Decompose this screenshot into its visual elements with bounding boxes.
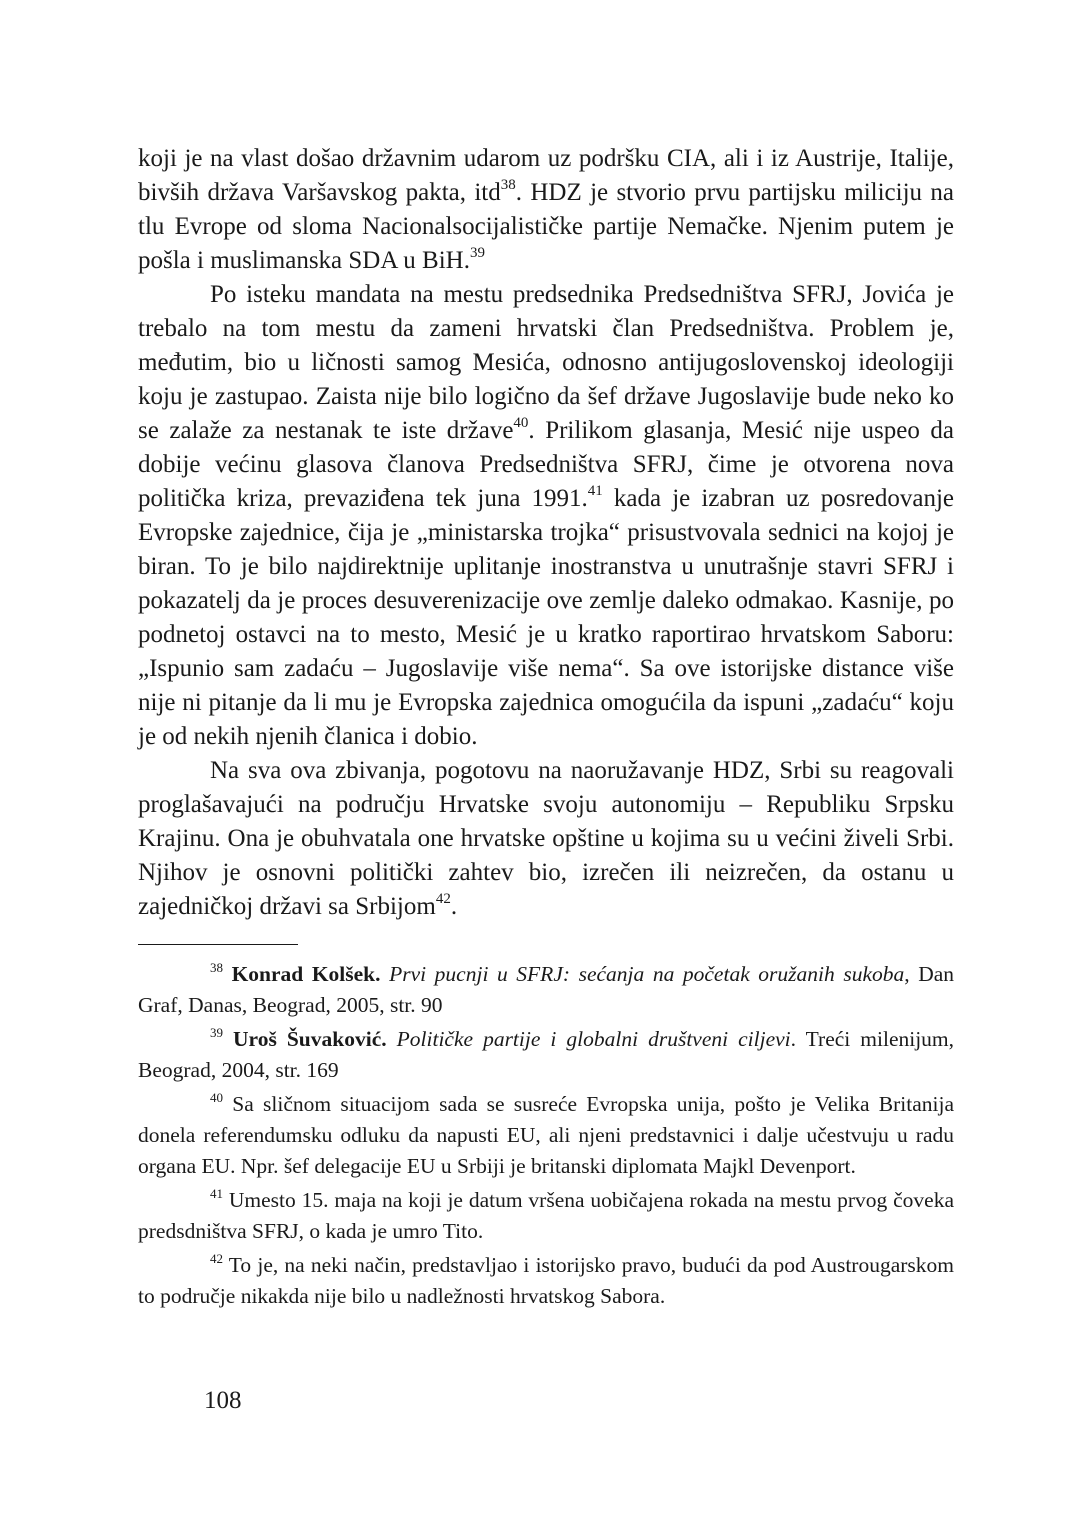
footnote-separator <box>138 944 298 945</box>
footnote-reference: 39 <box>210 1024 223 1040</box>
footnote-reference: 38 <box>500 176 516 193</box>
footnote-40 <box>138 1089 954 1182</box>
text-run: koji je na vlast došao državnim udarom uz podršku CIA, ali i iz Austrije, Italije, bivših država Varšavskog pakta, itd <box>138 145 954 206</box>
text-run <box>381 962 390 986</box>
text-run: . Treći milenijum, Beograd, 2004, str. 169 <box>138 1027 955 1082</box>
text-run: Na sva ova zbivanja, pogotovu na naoružavanje HDZ, Srbi su reagovali proglašavajući na području Hrvatske svoju autonomiju – Republiku Srpsku Krajinu. Ona je obuhvatala one hrvatske opštine u kojima su u većini živeli Srbi. Njihov je osnovni politički zahtev bio, izrečen ili neizrečen, da ostanu u zajedničkoj državi sa Srbijom <box>138 757 954 920</box>
footnote-reference: 41 <box>210 1185 223 1201</box>
footnote-38 <box>138 959 954 1021</box>
footnote-reference: 40 <box>210 1089 223 1105</box>
footnote-reference: 40 <box>513 414 529 431</box>
page-content <box>138 142 954 1315</box>
footnote-42 <box>138 1250 954 1312</box>
footnote-41 <box>138 1185 954 1247</box>
author-name: Uroš Šuvaković. <box>233 1027 387 1051</box>
footnote-reference: 41 <box>587 482 603 499</box>
work-title: Prvi pucnji u SFRJ: sećanja na početak oružanih sukoba <box>389 962 905 986</box>
text-run <box>223 962 232 986</box>
page-number: 108 <box>204 1387 242 1414</box>
text-run: , Dan Graf, Danas, Beograd, 2005, str. 90 <box>138 962 955 1017</box>
work-title: Političke partije i globalni društveni ciljevi <box>396 1027 791 1051</box>
text-run <box>387 1027 397 1051</box>
text-run: Sa sličnom situacijom sada se susreće Evropska unija, pošto je Velika Britanija donela referendumsku odluku da napusti EU, ali njeni predstavnici i dalje učestvuju u radu organa EU. Npr. šef delegacije EU u Srbiji je britanski diplomata Majkl Devenport. <box>138 1092 954 1178</box>
text-run: . Prilikom glasanja, Mesić nije uspeo da dobije većinu glasova članova Predsedništva SFRJ, čime je otvorena nova politička kriza, prevaziđena tek juna 1991. <box>138 417 954 512</box>
text-run: kada je izabran uz posredovanje Evropske zajednice, čija je „ministarska trojka“ prisustvovala sednici na kojoj je biran. To je bilo najdirektnije uplitanje inostranstva u unutrašnje stavri SFRJ i pokazatelj da je proces desuverenizacije ove zemlje daleko odmakao. Kasnije, po podnetoj ostavci na to mesto, Mesić je u kratko raportirao hrvatskom Saboru: „Ispunio sam zadaću – Jugoslavije više nema“. Sa ove istorijske distance više nije ni pitanje da li mu je Evropska zajednica omogućila da ispuni „zadaću“ koju je od nekih njenih članica i dobio. <box>138 485 954 750</box>
text-run: Po isteku mandata na mestu predsednika Predsedništva SFRJ, Jovića je trebalo na tom mestu da zameni hrvatski član Predsedništva. Problem je, međutim, bio u ličnosti samog Mesića, odnosno antijugoslovenskoj ideologiji koju je zastupao. Zaista nije bilo logično da šef države Jugoslavije bude neko ko se zalaže za nestanak te iste države <box>138 281 954 444</box>
text-run: . <box>450 893 458 920</box>
body-text <box>138 142 954 924</box>
footnote-reference: 42 <box>210 1250 223 1266</box>
body-paragraph-1 <box>138 142 954 278</box>
body-paragraph-3 <box>138 754 954 924</box>
footnotes <box>138 959 954 1312</box>
text-run: To je, na neki način, predstavljao i istorijsko pravo, budući da pod Austrougarskom to područje nikakda nije bilo u nadležnosti hrvatskog Sabora. <box>138 1253 954 1308</box>
author-name: Konrad Kolšek. <box>231 962 381 986</box>
footnote-reference: 42 <box>435 890 451 907</box>
footnote-reference: 38 <box>210 959 223 975</box>
body-paragraph-2 <box>138 278 954 754</box>
text-run: . HDZ je stvorio prvu partijsku miliciju na tlu Evrope od sloma Nacionalsocijalističke partije Nemačke. Njenim putem je pošla i muslimanska SDA u BiH. <box>138 179 954 274</box>
text-run: Umesto 15. maja na koji je datum vršena uobičajena rokada na mestu prvog čoveka predsdništva SFRJ, o kada je umro Tito. <box>138 1188 954 1243</box>
text-run <box>223 1027 233 1051</box>
footnote-reference: 39 <box>469 244 485 261</box>
footnote-39 <box>138 1024 954 1086</box>
